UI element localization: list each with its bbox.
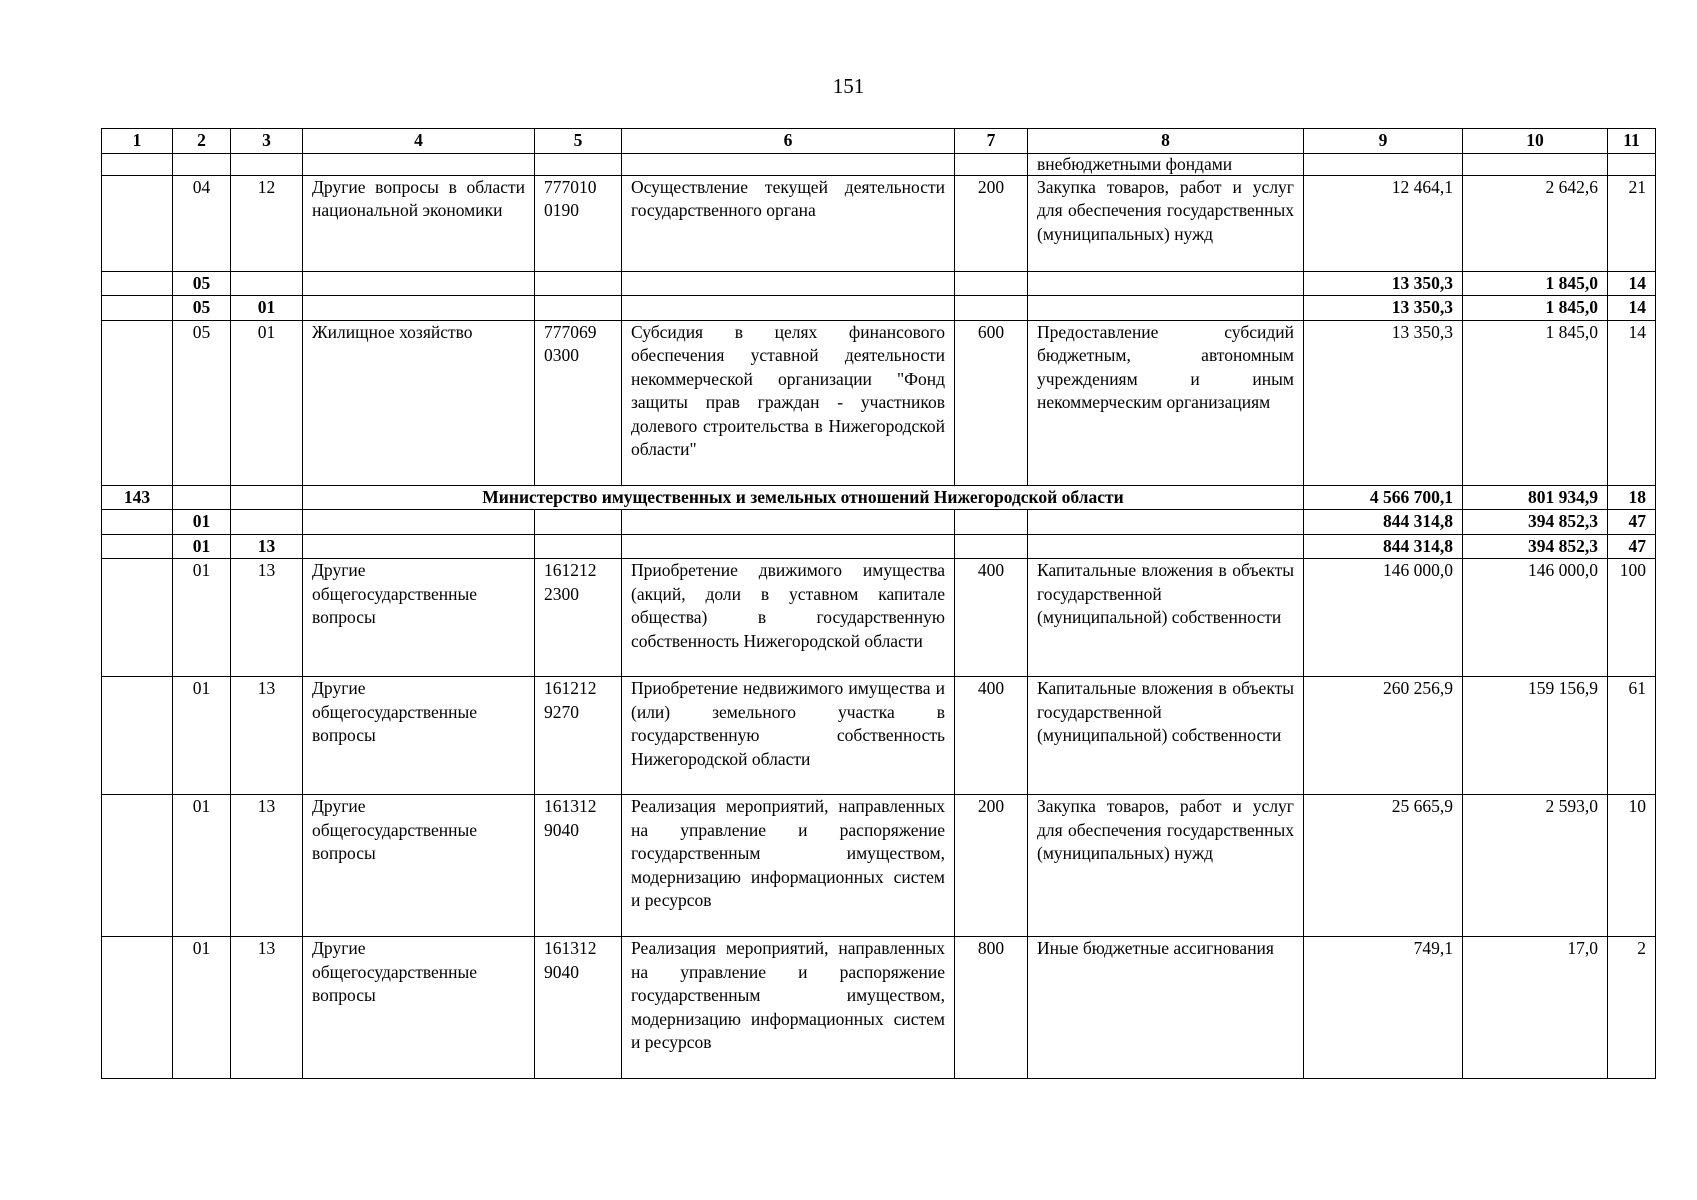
section-name: Другие общегосударственные вопросы [303, 937, 535, 1079]
actual-amount: 801 934,9 [1463, 485, 1608, 510]
header-cell: 3 [231, 129, 303, 154]
section-name: Жилищное хозяйство [303, 320, 535, 485]
header-cell: 11 [1608, 129, 1656, 154]
percent-value: 47 [1608, 510, 1656, 535]
header-cell: 4 [303, 129, 535, 154]
section-code: 01 [173, 510, 231, 535]
page-number: 151 [832, 74, 865, 98]
subsection-code: 12 [231, 175, 303, 271]
section-code: 05 [173, 320, 231, 485]
expense-type-code: 600 [955, 320, 1028, 485]
plan-amount: 4 566 700,1 [1304, 485, 1463, 510]
actual-amount: 394 852,3 [1463, 534, 1608, 559]
budget-table [101, 128, 1656, 1079]
header-cell: 9 [1304, 129, 1463, 154]
header-cell: 6 [622, 129, 955, 154]
target-article-name: Осуществление текущей деятельности государственного органа [622, 175, 955, 271]
plan-amount: 260 256,9 [1304, 677, 1463, 795]
actual-amount: 17,0 [1463, 937, 1608, 1079]
plan-amount: 146 000,0 [1304, 559, 1463, 677]
expense-type-cell: внебюджетными фондами [1028, 153, 1304, 175]
header-cell: 10 [1463, 129, 1608, 154]
subsection-code: 13 [231, 534, 303, 559]
actual-amount: 2 593,0 [1463, 795, 1608, 937]
section-code: 05 [173, 296, 231, 321]
header-cell: 1 [102, 129, 173, 154]
table-row [102, 175, 1656, 271]
plan-amount: 13 350,3 [1304, 320, 1463, 485]
header-row [102, 129, 1656, 154]
subsection-total-row [102, 296, 1656, 321]
actual-amount: 2 642,6 [1463, 175, 1608, 271]
plan-amount: 12 464,1 [1304, 175, 1463, 271]
table-row [102, 795, 1656, 937]
section-code: 05 [173, 271, 231, 296]
expense-type-name: Иные бюджетные ассигнования [1028, 937, 1304, 1079]
actual-amount: 159 156,9 [1463, 677, 1608, 795]
header-cell: 5 [535, 129, 622, 154]
section-code: 01 [173, 795, 231, 937]
percent-value: 100 [1608, 559, 1656, 677]
percent-value: 21 [1608, 175, 1656, 271]
section-name: Другие общегосударственные вопросы [303, 677, 535, 795]
percent-value: 2 [1608, 937, 1656, 1079]
section-code: 01 [173, 677, 231, 795]
expense-type-code: 800 [955, 937, 1028, 1079]
subsection-code: 01 [231, 320, 303, 485]
percent-value: 61 [1608, 677, 1656, 795]
actual-amount: 146 000,0 [1463, 559, 1608, 677]
continuation-row [102, 153, 1656, 175]
ministry-title: Министерство имущественных и земельных отношений Нижегородской области [303, 485, 1304, 510]
header-cell: 7 [955, 129, 1028, 154]
expense-type-name: Предоставление субсидий бюджетным, автономным учреждениям и иным некоммерческим организациям [1028, 320, 1304, 485]
section-total-row [102, 510, 1656, 535]
target-article-name: Субсидия в целях финансового обеспечения уставной деятельности некоммерческой организации "Фонд защиты прав граждан - участников долевого строительства в Нижегородской области" [622, 320, 955, 485]
expense-type-name: Капитальные вложения в объекты государственной (муниципальной) собственности [1028, 559, 1304, 677]
section-code: 01 [173, 937, 231, 1079]
expense-type-name: Капитальные вложения в объекты государственной (муниципальной) собственности [1028, 677, 1304, 795]
plan-amount: 749,1 [1304, 937, 1463, 1079]
section-code: 04 [173, 175, 231, 271]
percent-value: 14 [1608, 296, 1656, 321]
target-article-name: Приобретение движимого имущества (акций, доли в уставном капитале общества) в государственную собственность Нижегородской области [622, 559, 955, 677]
expense-type-code: 200 [955, 795, 1028, 937]
subsection-code: 13 [231, 795, 303, 937]
table-row [102, 677, 1656, 795]
plan-amount: 13 350,3 [1304, 271, 1463, 296]
subsection-total-row [102, 534, 1656, 559]
target-article-code: 777010 0190 [535, 175, 622, 271]
percent-value: 14 [1608, 271, 1656, 296]
actual-amount: 394 852,3 [1463, 510, 1608, 535]
target-article-code: 777069 0300 [535, 320, 622, 485]
subsection-code: 13 [231, 677, 303, 795]
subsection-code: 13 [231, 937, 303, 1079]
subsection-code: 01 [231, 296, 303, 321]
target-article-name: Реализация мероприятий, направленных на управление и распоряжение государственным имуществом, модернизацию информационных систем и ресурсов [622, 937, 955, 1079]
section-code: 01 [173, 559, 231, 677]
plan-amount: 844 314,8 [1304, 510, 1463, 535]
expense-type-code: 400 [955, 677, 1028, 795]
header-cell: 2 [173, 129, 231, 154]
percent-value: 18 [1608, 485, 1656, 510]
header-cell: 8 [1028, 129, 1304, 154]
plan-amount: 25 665,9 [1304, 795, 1463, 937]
percent-value: 14 [1608, 320, 1656, 485]
target-article-name: Приобретение недвижимого имущества и (или) земельного участка в государственную собственность Нижегородской области [622, 677, 955, 795]
section-code: 01 [173, 534, 231, 559]
target-article-code: 161212 2300 [535, 559, 622, 677]
expense-type-code: 200 [955, 175, 1028, 271]
section-name: Другие общегосударственные вопросы [303, 795, 535, 937]
subsection-code: 13 [231, 559, 303, 677]
actual-amount: 1 845,0 [1463, 271, 1608, 296]
target-article-code: 161312 9040 [535, 937, 622, 1079]
ministry-total-row [102, 485, 1656, 510]
percent-value: 10 [1608, 795, 1656, 937]
table-row [102, 937, 1656, 1079]
ministry-code: 143 [102, 485, 173, 510]
actual-amount: 1 845,0 [1463, 296, 1608, 321]
section-total-row [102, 271, 1656, 296]
percent-value: 47 [1608, 534, 1656, 559]
subsection-code [231, 510, 303, 535]
table-row [102, 559, 1656, 677]
target-article-code: 161312 9040 [535, 795, 622, 937]
section-name: Другие общегосударственные вопросы [303, 559, 535, 677]
expense-type-code: 400 [955, 559, 1028, 677]
target-article-name: Реализация мероприятий, направленных на управление и распоряжение государственным имуществом, модернизацию информационных систем и ресурсов [622, 795, 955, 937]
section-name: Другие вопросы в области национальной экономики [303, 175, 535, 271]
plan-amount: 13 350,3 [1304, 296, 1463, 321]
subsection-code [231, 271, 303, 296]
table-row [102, 320, 1656, 485]
expense-type-name: Закупка товаров, работ и услуг для обеспечения государственных (муниципальных) нужд [1028, 175, 1304, 271]
plan-amount: 844 314,8 [1304, 534, 1463, 559]
expense-type-name: Закупка товаров, работ и услуг для обеспечения государственных (муниципальных) нужд [1028, 795, 1304, 937]
actual-amount: 1 845,0 [1463, 320, 1608, 485]
target-article-code: 161212 9270 [535, 677, 622, 795]
